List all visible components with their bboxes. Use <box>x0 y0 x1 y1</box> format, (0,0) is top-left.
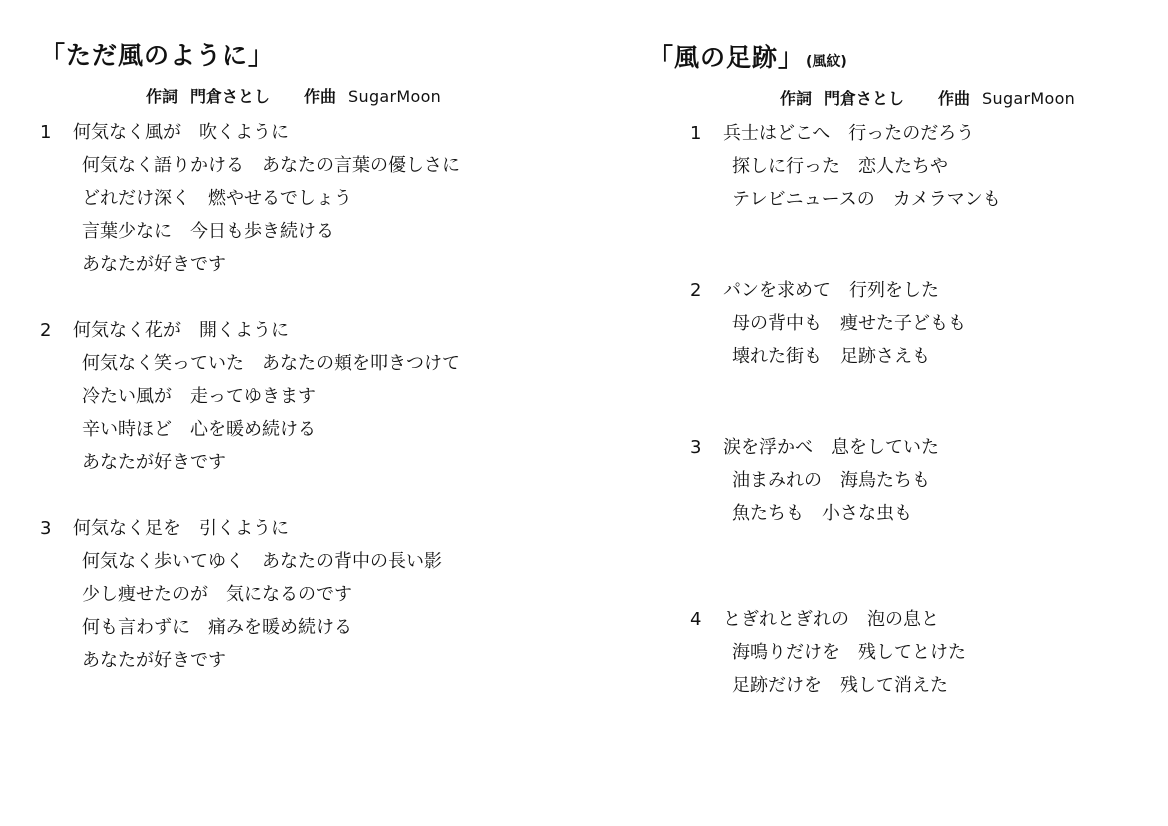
lyricist-label: 作詞 <box>146 87 179 106</box>
lyric-line: 何気なく笑っていた あなたの頬を叩きつけて <box>82 353 460 374</box>
lyric-line: テレビニュースの カメラマンも <box>732 189 1001 210</box>
song-title: 「ただ風のように」 <box>40 41 275 70</box>
composer-label: 作曲 <box>304 87 337 106</box>
lyric-line: どれだけ深く 燃やせるでしょう <box>82 188 352 209</box>
lyric-line: 言葉少なに 今日も歩き続ける <box>82 221 334 242</box>
verse <box>690 431 1148 530</box>
lyric-line: パンを求めて 行列をした <box>723 280 939 301</box>
lyric-line: 壊れた街も 足跡さえも <box>732 346 930 367</box>
song-kaze-no-ashiato <box>648 38 1148 702</box>
verse-number: 2 <box>690 280 702 301</box>
lyricist-label: 作詞 <box>780 89 813 108</box>
lyric-line: 辛い時ほど 心を暖め続ける <box>82 419 316 440</box>
lyric-line: 油まみれの 海鳥たちも <box>732 470 930 491</box>
lyric-line: 足跡だけを 残して消えた <box>732 675 948 696</box>
song-title-row <box>40 36 580 72</box>
verse <box>690 603 1148 702</box>
verse <box>690 274 1148 373</box>
lyric-line: 何気なく花が 開くように <box>73 320 289 341</box>
lyric-line: 兵士はどこへ 行ったのだろう <box>723 123 975 144</box>
lyric-line: 何気なく歩いてゆく あなたの背中の長い影 <box>82 551 442 572</box>
song-title-row <box>648 38 1148 74</box>
song-credits <box>780 86 1148 110</box>
verse <box>690 117 1148 216</box>
lyric-line: 魚たちも 小さな虫も <box>732 503 912 524</box>
lyricist-name: 門倉さとし <box>824 89 905 108</box>
lyric-line: 探しに行った 恋人たちや <box>732 156 948 177</box>
lyric-line: あなたが好きです <box>82 254 226 275</box>
verse-number: 3 <box>40 518 52 539</box>
verse-list <box>40 116 580 677</box>
verse-list <box>690 117 1148 702</box>
lyric-line: 何気なく風が 吹くように <box>73 122 289 143</box>
song-title-note: (風紋) <box>806 54 847 70</box>
verse-number: 2 <box>40 320 52 341</box>
lyric-line: あなたが好きです <box>82 452 226 473</box>
composer-name: SugarMoon <box>348 87 442 106</box>
lyric-line: 何気なく語りかける あなたの言葉の優しさに <box>82 155 460 176</box>
verse-number: 1 <box>40 122 52 143</box>
verse <box>40 116 580 281</box>
verse-number: 1 <box>690 123 702 144</box>
lyric-line: 何気なく足を 引くように <box>73 518 289 539</box>
lyric-line: 涙を浮かべ 息をしていた <box>723 437 939 458</box>
lyricist-name: 門倉さとし <box>190 87 271 106</box>
verse-number: 3 <box>690 437 702 458</box>
song-ta-da-kaze <box>40 36 580 677</box>
lyric-line: 母の背中も 痩せた子どもも <box>732 313 966 334</box>
verse <box>40 512 580 677</box>
lyric-line: 少し痩せたのが 気になるのです <box>82 584 352 605</box>
lyric-line: 何も言わずに 痛みを暖め続ける <box>82 617 352 638</box>
song-credits <box>146 84 580 108</box>
lyric-line: あなたが好きです <box>82 650 226 671</box>
song-title: 「風の足跡」 <box>648 43 805 72</box>
composer-name: SugarMoon <box>982 89 1076 108</box>
lyric-line: とぎれとぎれの 泡の息と <box>723 609 939 630</box>
verse <box>40 314 580 479</box>
verse-number: 4 <box>690 609 702 630</box>
composer-label: 作曲 <box>938 89 971 108</box>
lyric-line: 冷たい風が 走ってゆきます <box>82 386 316 407</box>
lyric-line: 海鳴りだけを 残してとけた <box>732 642 966 663</box>
